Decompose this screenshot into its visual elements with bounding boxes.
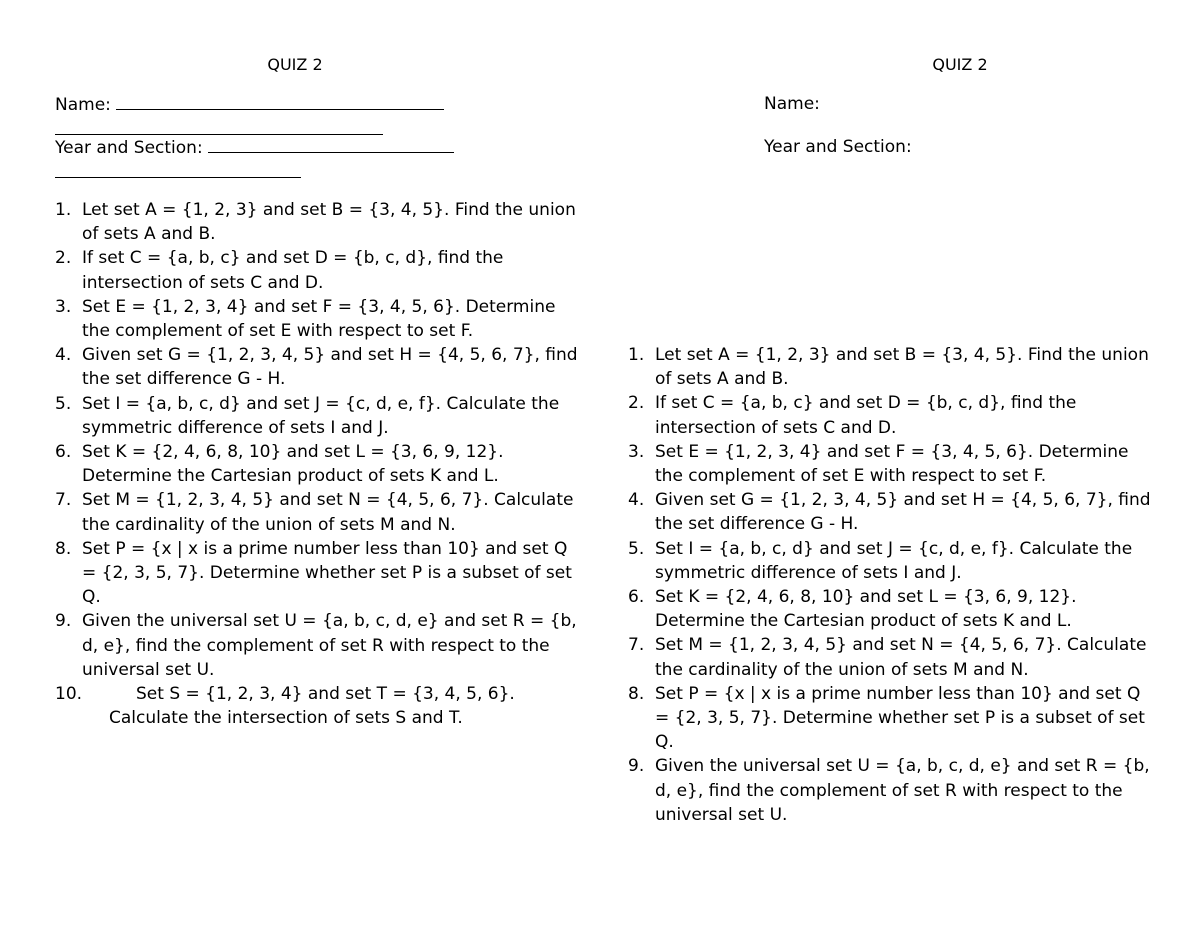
question-item: 9. Given the universal set U = {a, b, c, d, e} and set R = {b, d, e}, find the complement of set R with respect to the universal set U. <box>55 611 577 680</box>
section-field <box>55 135 454 160</box>
question-item: 6. Set K = {2, 4, 6, 8, 10} and set L = {3, 6, 9, 12}. Determine the Cartesian product of sets K and L. <box>628 587 1077 632</box>
section-underline <box>208 135 454 153</box>
section-underline-continued <box>55 176 301 178</box>
question-item: 8. Set P = {x | x is a prime number less than 10} and set Q = {2, 3, 5, 7}. Determine whether set P is a subset of set Q. <box>628 683 1145 753</box>
question-item: 5. Set I = {a, b, c, d} and set J = {c, d, e, f}. Calculate the symmetric difference of sets I and J. <box>628 538 1133 583</box>
question-item: 3. Set E = {1, 2, 3, 4} and set F = {3, 4, 5, 6}. Determine the complement of set E with respect to set F. <box>628 441 1129 487</box>
section-field <box>764 135 912 159</box>
question-item: 9. Given the universal set U = {a, b, c, d, e} and set R = {b, d, e}, find the complement of set R with respect to the universal set U. <box>628 756 1150 825</box>
question-item: 5. Set I = {a, b, c, d} and set J = {c, d, e, f}. Calculate the symmetric difference of sets I and J. <box>55 393 560 438</box>
name-field <box>764 92 820 116</box>
name-underline <box>116 92 444 110</box>
question-item: 4. Given set G = {1, 2, 3, 4, 5} and set H = {4, 5, 6, 7}, find the set difference G - H. <box>55 345 578 390</box>
question-item: 7. Set M = {1, 2, 3, 4, 5} and set N = {4, 5, 6, 7}. Calculate the cardinality of the union of sets M and N. <box>628 635 1147 680</box>
section-label: Year and Section: <box>764 137 912 157</box>
question-item: 8. Set P = {x | x is a prime number less than 10} and set Q = {2, 3, 5, 7}. Determine whether set P is a subset of set Q. <box>55 538 572 608</box>
question-item: 1. Let set A = {1, 2, 3} and set B = {3, 4, 5}. Find the union of sets A and B. <box>628 345 1149 390</box>
question-item: 6. Set K = {2, 4, 6, 8, 10} and set L = {3, 6, 9, 12}. Determine the Cartesian product of sets K and L. <box>55 442 504 487</box>
name-label: Name: <box>55 95 111 115</box>
quiz-title: QUIZ 2 <box>267 55 323 74</box>
question-item: 7. Set M = {1, 2, 3, 4, 5} and set N = {4, 5, 6, 7}. Calculate the cardinality of the union of sets M and N. <box>55 490 574 535</box>
question-item: 3. Set E = {1, 2, 3, 4} and set F = {3, 4, 5, 6}. Determine the complement of set E with respect to set F. <box>55 296 556 342</box>
section-label: Year and Section: <box>55 138 203 158</box>
name-label: Name: <box>764 94 820 114</box>
question-list <box>55 198 580 730</box>
question-item: 1. Let set A = {1, 2, 3} and set B = {3, 4, 5}. Find the union of sets A and B. <box>55 200 576 245</box>
question-item: 2. If set C = {a, b, c} and set D = {b, c, d}, find the intersection of sets C and D. <box>628 393 1077 438</box>
name-field <box>55 92 444 117</box>
question-item: 4. Given set G = {1, 2, 3, 4, 5} and set H = {4, 5, 6, 7}, find the set difference G - H. <box>628 490 1151 535</box>
quiz-title: QUIZ 2 <box>932 55 988 74</box>
question-item: 2. If set C = {a, b, c} and set D = {b, c, d}, find the intersection of sets C and D. <box>55 248 504 293</box>
question-item: 10. Set S = {1, 2, 3, 4} and set T = {3, 4, 5, 6}. Calculate the intersection of sets S and T. <box>55 684 515 729</box>
question-list <box>628 343 1153 827</box>
